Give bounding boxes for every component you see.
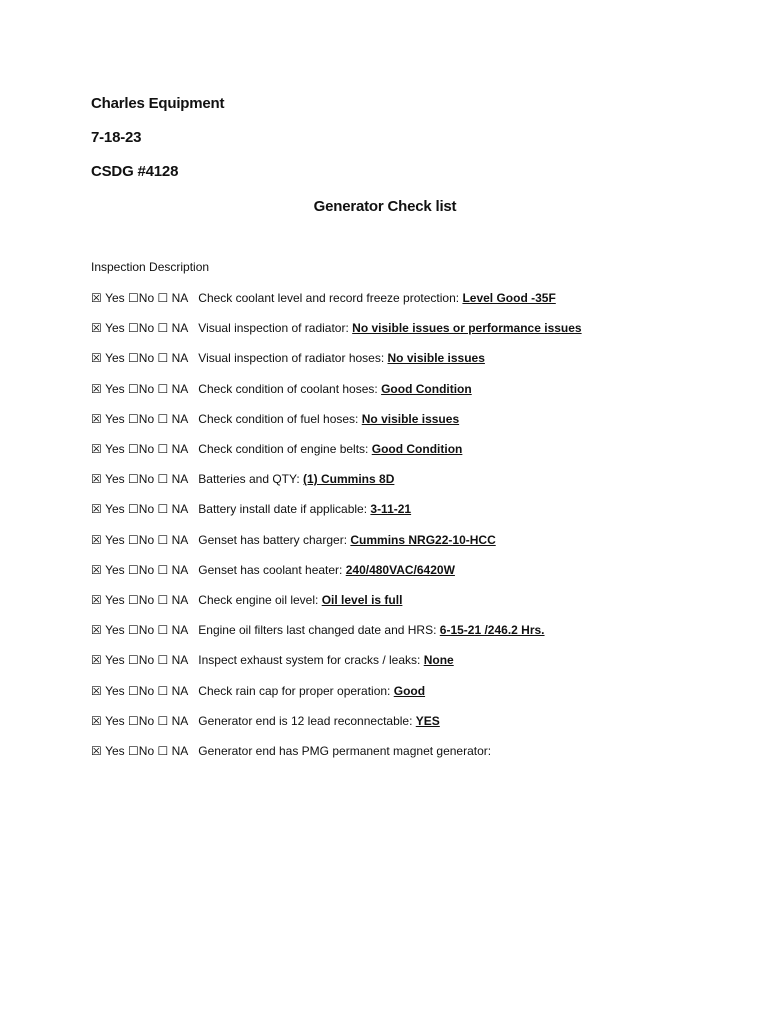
item-value: 240/480VAC/6420W xyxy=(345,563,455,577)
option-yes-label: Yes xyxy=(105,623,125,637)
item-value: Level Good -35F xyxy=(462,291,556,305)
option-no-label: No xyxy=(138,593,155,607)
checkbox-yes-checked[interactable]: ☒ xyxy=(91,412,102,426)
item-description: Check condition of engine belts: xyxy=(198,442,369,456)
checkbox-yes-checked[interactable]: ☒ xyxy=(91,593,102,607)
option-yes-label: Yes xyxy=(105,472,125,486)
option-na-label: NA xyxy=(171,351,189,365)
item-description: Visual inspection of radiator: xyxy=(198,321,349,335)
checklist-row xyxy=(91,743,491,759)
option-na-label: NA xyxy=(171,472,189,486)
checkbox-yes-checked[interactable]: ☒ xyxy=(91,653,102,667)
checkbox-yes-checked[interactable]: ☒ xyxy=(91,744,102,758)
checklist-row xyxy=(91,320,582,336)
checklist-row xyxy=(91,562,455,578)
checkbox-na[interactable]: ☐ xyxy=(157,472,169,486)
checkbox-yes-checked[interactable]: ☒ xyxy=(91,563,102,577)
option-yes-label: Yes xyxy=(105,653,125,667)
checklist-row xyxy=(91,441,462,457)
checkbox-yes-checked[interactable]: ☒ xyxy=(91,321,102,335)
item-description: Engine oil filters last changed date and HRS: xyxy=(198,623,437,637)
option-na-label: NA xyxy=(171,412,189,426)
checkbox-no[interactable]: ☐ xyxy=(128,593,139,607)
option-no-label: No xyxy=(138,744,155,758)
option-na-label: NA xyxy=(171,321,189,335)
item-value: No visible issues or performance issues xyxy=(352,321,582,335)
item-description: Check condition of coolant hoses: xyxy=(198,382,378,396)
checkbox-na[interactable]: ☐ xyxy=(157,533,169,547)
option-na-label: NA xyxy=(171,533,189,547)
checkbox-na[interactable]: ☐ xyxy=(157,563,169,577)
item-value: No visible issues xyxy=(387,351,485,365)
inspection-date: 7-18-23 xyxy=(91,129,142,146)
checkbox-no[interactable]: ☐ xyxy=(128,623,139,637)
option-no-label: No xyxy=(138,502,155,516)
option-yes-label: Yes xyxy=(105,291,125,305)
checklist-row xyxy=(91,350,485,366)
checkbox-na[interactable]: ☐ xyxy=(157,714,169,728)
option-no-label: No xyxy=(138,563,155,577)
option-no-label: No xyxy=(138,382,155,396)
option-yes-label: Yes xyxy=(105,714,125,728)
checkbox-no[interactable]: ☐ xyxy=(128,291,139,305)
option-yes-label: Yes xyxy=(105,563,125,577)
checkbox-no[interactable]: ☐ xyxy=(128,321,139,335)
unit-number: CSDG #4128 xyxy=(91,163,179,180)
checkbox-no[interactable]: ☐ xyxy=(128,653,139,667)
item-description: Check condition of fuel hoses: xyxy=(198,412,359,426)
option-yes-label: Yes xyxy=(105,684,125,698)
option-no-label: No xyxy=(138,321,155,335)
option-no-label: No xyxy=(138,351,155,365)
checkbox-yes-checked[interactable]: ☒ xyxy=(91,382,102,396)
option-no-label: No xyxy=(138,442,155,456)
checkbox-na[interactable]: ☐ xyxy=(157,382,169,396)
checkbox-yes-checked[interactable]: ☒ xyxy=(91,684,102,698)
option-no-label: No xyxy=(138,653,155,667)
option-na-label: NA xyxy=(171,502,189,516)
checkbox-no[interactable]: ☐ xyxy=(128,472,139,486)
item-value: (1) Cummins 8D xyxy=(303,472,395,486)
option-na-label: NA xyxy=(171,563,189,577)
option-na-label: NA xyxy=(171,593,189,607)
item-value: Good xyxy=(393,684,426,698)
item-description: Check coolant level and record freeze protection: xyxy=(198,291,460,305)
checkbox-yes-checked[interactable]: ☒ xyxy=(91,714,102,728)
checkbox-na[interactable]: ☐ xyxy=(157,593,169,607)
checklist-row xyxy=(91,471,394,487)
checkbox-yes-checked[interactable]: ☒ xyxy=(91,533,102,547)
checkbox-na[interactable]: ☐ xyxy=(157,321,169,335)
option-yes-label: Yes xyxy=(105,533,125,547)
checkbox-no[interactable]: ☐ xyxy=(128,382,139,396)
item-description: Genset has battery charger: xyxy=(198,533,348,547)
checklist-row xyxy=(91,622,545,638)
item-description: Visual inspection of radiator hoses: xyxy=(198,351,385,365)
checkbox-no[interactable]: ☐ xyxy=(128,442,139,456)
checkbox-yes-checked[interactable]: ☒ xyxy=(91,623,102,637)
checkbox-na[interactable]: ☐ xyxy=(157,684,169,698)
option-yes-label: Yes xyxy=(105,321,125,335)
item-value: No visible issues xyxy=(361,412,460,426)
checklist-row xyxy=(91,381,472,397)
item-description: Check rain cap for proper operation: xyxy=(198,684,391,698)
item-description: Inspect exhaust system for cracks / leaks: xyxy=(198,653,421,667)
checklist-row xyxy=(91,501,411,517)
item-description: Battery install date if applicable: xyxy=(198,502,368,516)
option-na-label: NA xyxy=(171,714,189,728)
option-na-label: NA xyxy=(171,382,189,396)
item-description: Generator end has PMG permanent magnet generator: xyxy=(198,744,492,758)
option-yes-label: Yes xyxy=(105,382,125,396)
option-no-label: No xyxy=(138,714,155,728)
checkbox-no[interactable]: ☐ xyxy=(128,563,139,577)
option-yes-label: Yes xyxy=(105,351,125,365)
checkbox-no[interactable]: ☐ xyxy=(128,744,139,758)
checkbox-no[interactable]: ☐ xyxy=(128,684,139,698)
checklist-row xyxy=(91,592,402,608)
checkbox-no[interactable]: ☐ xyxy=(128,351,139,365)
item-value: 3-11-21 xyxy=(370,502,412,516)
item-value: Cummins NRG22-10-HCC xyxy=(350,533,496,547)
checkbox-yes-checked[interactable]: ☒ xyxy=(91,502,102,516)
page-title: Generator Check list xyxy=(313,198,457,215)
option-no-label: No xyxy=(138,684,155,698)
section-label: Inspection Description xyxy=(91,260,210,274)
item-value: Good Condition xyxy=(371,442,463,456)
option-yes-label: Yes xyxy=(105,412,125,426)
checkbox-no[interactable]: ☐ xyxy=(128,714,139,728)
option-no-label: No xyxy=(138,291,155,305)
checklist-row xyxy=(91,713,440,729)
checkbox-no[interactable]: ☐ xyxy=(128,533,139,547)
checkbox-yes-checked[interactable]: ☒ xyxy=(91,291,102,305)
checkbox-na[interactable]: ☐ xyxy=(157,623,169,637)
item-description: Genset has coolant heater: xyxy=(198,563,343,577)
checklist-row xyxy=(91,652,454,668)
checkbox-no[interactable]: ☐ xyxy=(128,502,139,516)
checkbox-na[interactable]: ☐ xyxy=(157,502,169,516)
option-na-label: NA xyxy=(171,684,189,698)
option-yes-label: Yes xyxy=(105,502,125,516)
option-yes-label: Yes xyxy=(105,593,125,607)
item-description: Generator end is 12 lead reconnectable: xyxy=(198,714,413,728)
item-value: Good Condition xyxy=(381,382,472,396)
checkbox-na[interactable]: ☐ xyxy=(157,291,169,305)
item-value: YES xyxy=(415,714,440,728)
option-yes-label: Yes xyxy=(105,442,125,456)
option-na-label: NA xyxy=(171,442,189,456)
checkbox-na[interactable]: ☐ xyxy=(157,412,169,426)
option-na-label: NA xyxy=(171,744,189,758)
checkbox-na[interactable]: ☐ xyxy=(157,653,169,667)
item-value: 6-15-21 /246.2 Hrs. xyxy=(439,623,545,637)
item-description: Batteries and QTY: xyxy=(198,472,300,486)
item-description: Check engine oil level: xyxy=(198,593,319,607)
option-na-label: NA xyxy=(171,623,189,637)
option-na-label: NA xyxy=(171,653,189,667)
checkbox-yes-checked[interactable]: ☒ xyxy=(91,472,102,486)
item-value: None xyxy=(423,653,454,667)
item-value: Oil level is full xyxy=(321,593,403,607)
checklist-row xyxy=(91,290,556,306)
checkbox-na[interactable]: ☐ xyxy=(157,744,169,758)
option-yes-label: Yes xyxy=(105,744,125,758)
checkbox-yes-checked[interactable]: ☒ xyxy=(91,442,102,456)
checkbox-no[interactable]: ☐ xyxy=(128,412,139,426)
option-no-label: No xyxy=(138,533,155,547)
option-na-label: NA xyxy=(171,291,189,305)
option-no-label: No xyxy=(138,623,155,637)
option-no-label: No xyxy=(138,412,155,426)
checkbox-yes-checked[interactable]: ☒ xyxy=(91,351,102,365)
checklist-row xyxy=(91,532,496,548)
checklist-row xyxy=(91,411,459,427)
checklist-row xyxy=(91,683,425,699)
option-no-label: No xyxy=(138,472,155,486)
checkbox-na[interactable]: ☐ xyxy=(157,351,169,365)
company-name: Charles Equipment xyxy=(91,95,225,112)
checkbox-na[interactable]: ☐ xyxy=(157,442,169,456)
